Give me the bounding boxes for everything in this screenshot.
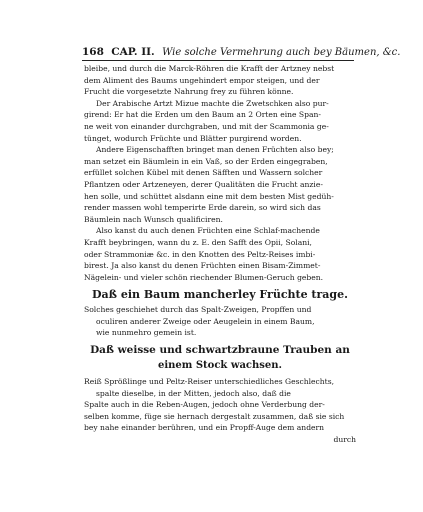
paragraph-4 (84, 225, 356, 283)
text-line: birest. Ja also kanst du denen Früchten einen Bisam-Zimmet- (84, 261, 321, 271)
chapter-label: CAP. II. (111, 46, 155, 58)
text-line: oder Strammoniæ &c. in den Knotten des Peltz-Reises imbi- (84, 249, 316, 259)
text-line: render massen wohl temperirte Erde darein, so wird sich das (84, 203, 321, 213)
text-line: Nägelein- und vieler schön riechender Blumen-Geruch geben. (84, 272, 324, 282)
paragraph-2 (84, 98, 356, 144)
text-line: Also kanst du auch denen Früchten eine Schlaf-machende (96, 226, 320, 236)
text-line: bleibe, und durch die Marck-Röhren die Krafft der Artzney nebst (84, 64, 335, 73)
page-number: 168 (82, 46, 104, 58)
text-line: wie nunmehro gemein ist. (96, 328, 197, 338)
text-line: ne weit von einander durchgraben, und mit der Scammonia ge- (84, 121, 329, 131)
paragraph-5 (84, 304, 356, 339)
text-line: Spalte auch in die Reben-Augen, jedoch ohne Verderbung der- (84, 400, 325, 410)
text-line: Frucht die vorgesetzte Nahrung frey zu führen könne. (84, 87, 294, 97)
paragraph-3 (84, 144, 356, 225)
running-title: Wie solche Vermehrung auch bey Bäumen, &c. (162, 47, 401, 58)
text-line: dem Aliment des Baums ungehindert empor steigen, und der (84, 75, 320, 85)
header-rule (82, 60, 354, 61)
page-body (84, 63, 356, 446)
text-line: man setzet ein Bäumlein in ein Vaß, so der Erden eingegraben, (84, 156, 328, 166)
text-line: selben komme, füge sie hernach dergestalt zusammen, daß sie sich (84, 411, 345, 421)
text-line: erfüllet solchen Kübel mit denen Säfften und Wassern solcher (84, 168, 323, 178)
text-line: spalte dieselbe, in der Mitten, jedoch also, daß die (96, 388, 291, 398)
text-line: Bäumlein nach Wunsch qualificiren. (84, 214, 223, 224)
text-line: hen solle, und schüttet alsdann eine mit dem besten Mist gedüh- (84, 191, 334, 201)
text-line: Pflantzen oder Artzeneyen, derer Qualitäten die Frucht anzie- (84, 179, 323, 189)
section-heading: Daß ein Baum mancherley Früchte trage. (92, 288, 348, 302)
section-heading-line-1: Daß weisse und schwartzbraune Trauben an (90, 344, 350, 357)
text-line: tünget, wodurch Früchte und Blätter purgirend worden. (84, 133, 302, 143)
text-line: oculiren anderer Zweige oder Aeugelein in einem Baum, (96, 316, 315, 326)
text-line: Krafft beybringen, wann du z. E. den Safft des Opii, Solani, (84, 237, 312, 247)
text-line: bey nahe einander berühren, und ein Propff-Auge dem andern (84, 423, 325, 433)
section-heading-line-2: einem Stock wachsen. (157, 360, 283, 372)
text-line: Reiß Sprößlinge und Peltz-Reiser unterschiedliches Geschlechts, (84, 377, 335, 387)
paragraph-6 (84, 376, 356, 446)
text-line: girend: Er hat die Erden um den Baum an 2 Orten eine Span- (84, 110, 321, 120)
catchword: durch (333, 435, 356, 445)
paragraph-1 (84, 63, 356, 98)
text-line: Der Arabische Artzt Mizue machte die Zwetschken also pur- (96, 98, 329, 108)
text-line: Solches geschiehet durch das Spalt-Zweigen, Propffen und (84, 305, 312, 315)
running-header (82, 46, 401, 60)
text-line: Andere Eigenschafften bringet man denen Früchten also bey; (96, 145, 334, 155)
